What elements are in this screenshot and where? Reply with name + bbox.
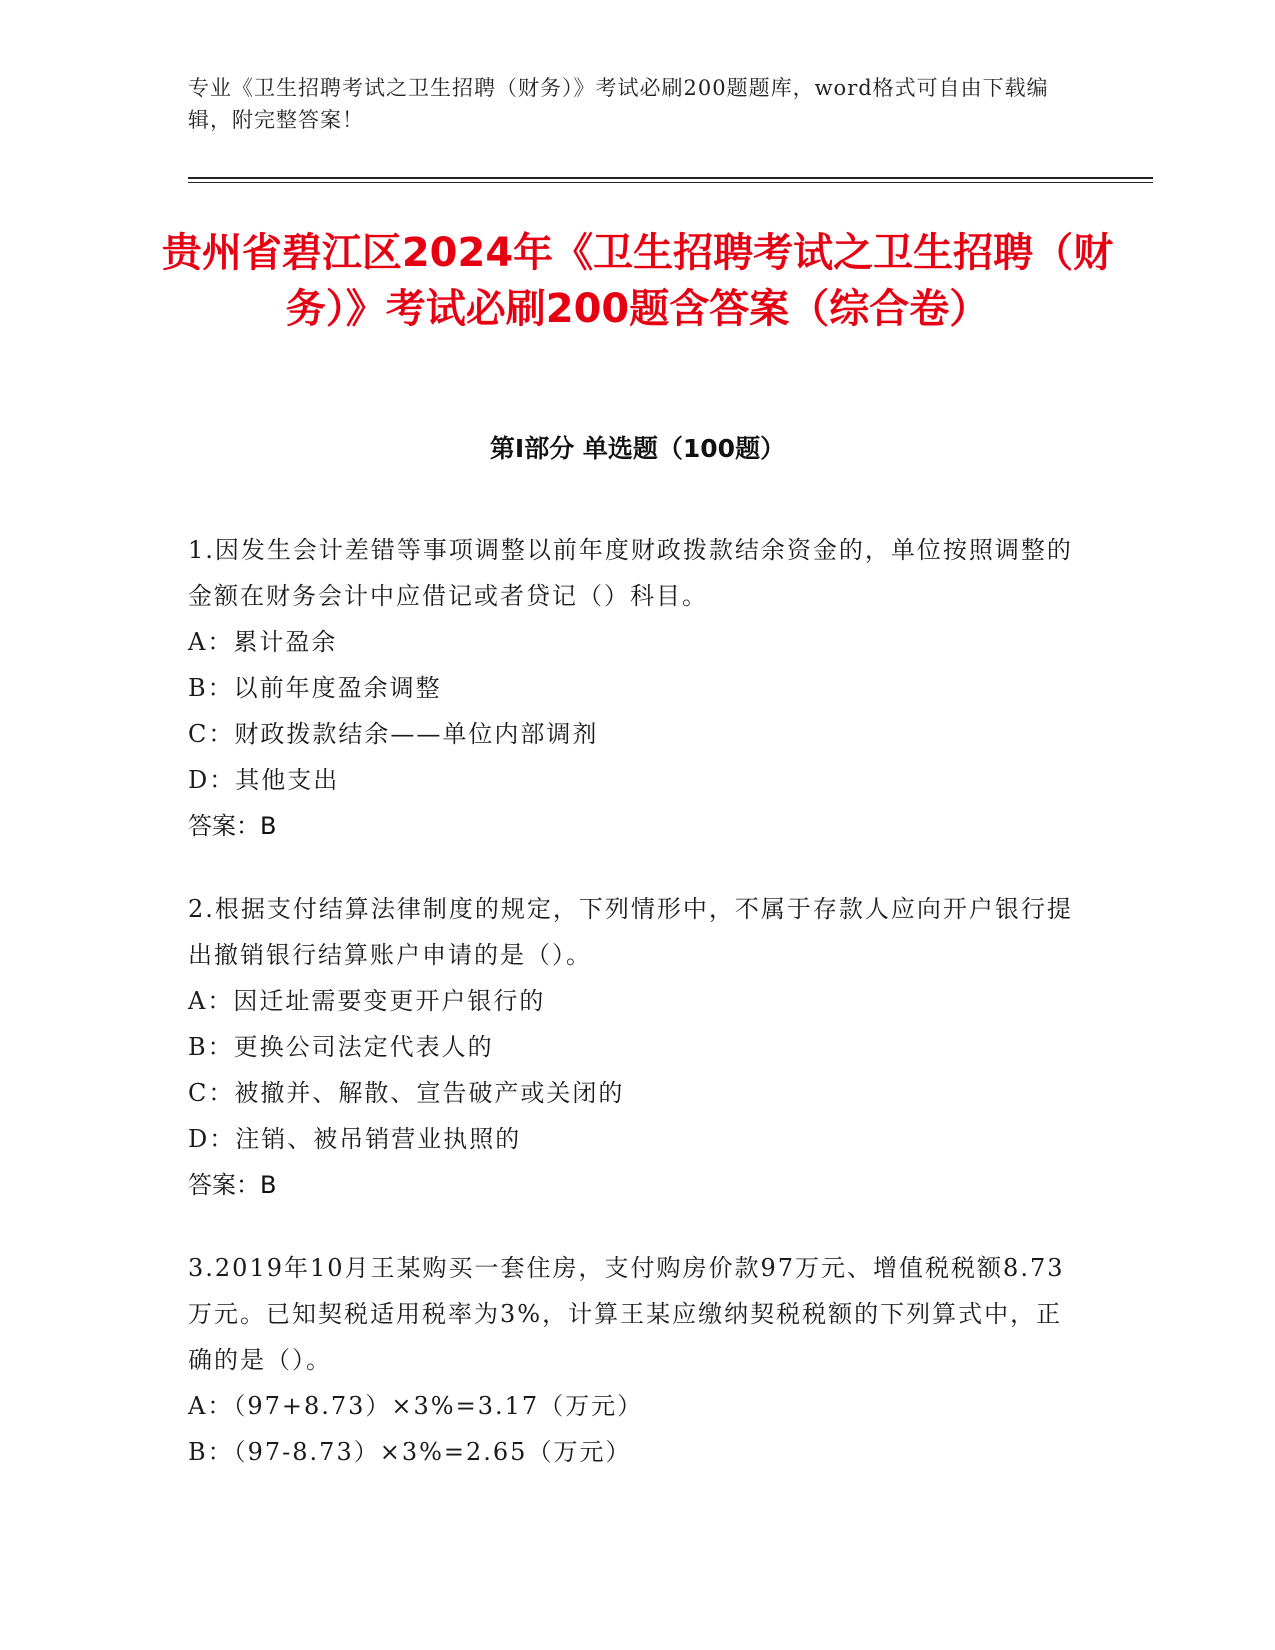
question-1 bbox=[188, 527, 1078, 849]
option-a: A：因迁址需要变更开户银行的 bbox=[188, 987, 546, 1015]
section-heading: 第Ⅰ部分 单选题（100题） bbox=[489, 434, 786, 463]
option-b: B：更换公司法定代表人的 bbox=[188, 1033, 494, 1061]
option-a: A：累计盈余 bbox=[188, 628, 338, 656]
option-a: A：（97+8.73）×3%=3.17（万元） bbox=[188, 1392, 644, 1420]
option-d: D：其他支出 bbox=[188, 766, 340, 794]
header-note: 专业《卫生招聘考试之卫生招聘（财务）》考试必刷200题题库，word格式可自由下载编辑，附完整答案！ bbox=[188, 76, 1049, 132]
answer: 答案：B bbox=[188, 812, 277, 840]
option-b: B：（97-8.73）×3%=2.65（万元） bbox=[188, 1438, 632, 1466]
header-divider-thick bbox=[188, 177, 1153, 179]
option-c: C：被撤并、解散、宣告破产或关闭的 bbox=[188, 1079, 625, 1107]
option-b: B：以前年度盈余调整 bbox=[188, 674, 442, 702]
question-list bbox=[188, 527, 1078, 1512]
header-divider-thin bbox=[188, 182, 1153, 183]
question-2 bbox=[188, 886, 1078, 1208]
question-stem: 3.2019年10月王某购买一套住房，支付购房价款97万元、增值税税额8.73万元。已知契税适用税率为3%，计算王某应缴纳契税税额的下列算式中，正确的是（）。 bbox=[188, 1254, 1065, 1374]
question-3 bbox=[188, 1245, 1078, 1475]
answer: 答案：B bbox=[188, 1171, 277, 1199]
question-stem: 1.因发生会计差错等事项调整以前年度财政拨款结余资金的，单位按照调整的金额在财务会计中应借记或者贷记（）科目。 bbox=[188, 536, 1073, 610]
document-title: 贵州省碧江区2024年《卫生招聘考试之卫生招聘（财务）》考试必刷200题含答案（综合卷） bbox=[161, 230, 1114, 332]
option-c: C：财政拨款结余——单位内部调剂 bbox=[188, 720, 599, 748]
question-stem: 2.根据支付结算法律制度的规定，下列情形中，不属于存款人应向开户银行提出撤销银行结算账户申请的是（）。 bbox=[188, 895, 1073, 969]
option-d: D：注销、被吊销营业执照的 bbox=[188, 1125, 522, 1153]
